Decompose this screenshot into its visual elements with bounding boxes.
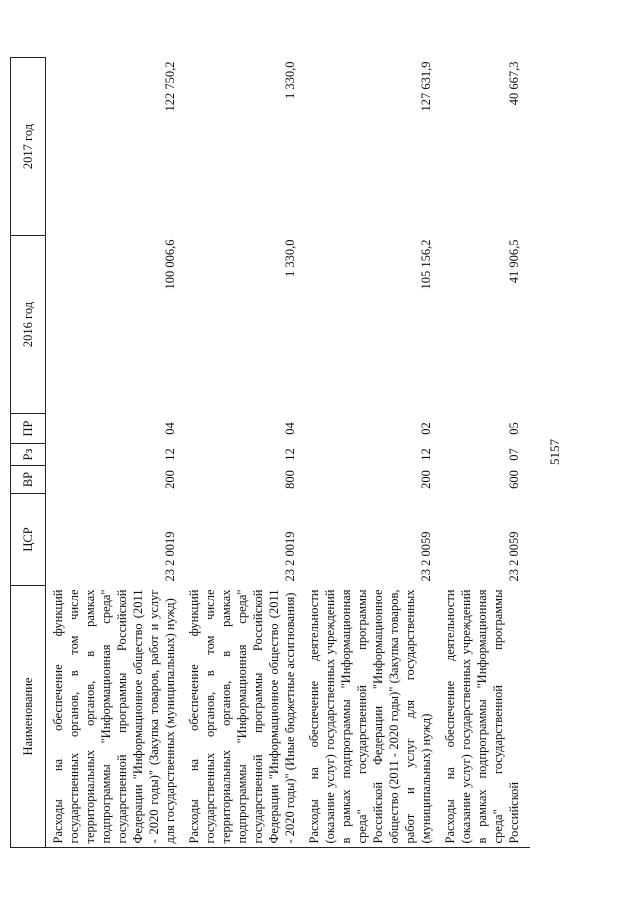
row-rz: 12	[163, 447, 177, 461]
row-pr: 05	[507, 421, 521, 435]
row-name: Расходы на обеспечение деятельности (оказание услуг) государственных учреждений в рамках подпрограммы "Информационная среда" государственной программы Российской Федерации "Информационное общество (2011 - 2020 годы)" (Закупка товаров, работ и услуг для государственных (муниципальных) нужд)	[307, 589, 433, 843]
page-number: 5157	[547, 439, 562, 465]
row-name: Расходы на обеспечение деятельности (оказание услуг) государственных учреждений в рамках подпрограммы "Информационная среда" государственной программы Российской	[443, 589, 521, 843]
rotated-table-container	[10, 58, 530, 848]
header-vr: ВР	[11, 465, 46, 493]
row-csr: 23 2 0019	[283, 531, 297, 581]
row-pr: 04	[283, 421, 297, 435]
header-2016: 2016 год	[11, 235, 46, 413]
budget-table	[10, 57, 526, 848]
table-row	[182, 57, 302, 847]
row-2016: 105 156,2	[419, 239, 433, 289]
row-vr: 200	[163, 469, 177, 489]
header-2017: 2017 год	[11, 57, 46, 235]
table-row	[438, 57, 526, 847]
row-name: Расходы на обеспечение функций государственных органов, в том числе территориальных органов, в рамках подпрограммы "Информационная среда" государственной программы Российской Федерации "Информационное общество (2011 - 2020 годы)" (Закупка товаров, работ и услуг для государственных (муниципальных) нужд)	[51, 589, 177, 843]
row-pr: 04	[163, 421, 177, 435]
row-2017: 122 750,2	[163, 61, 177, 111]
table-row	[302, 57, 438, 847]
row-rz: 12	[419, 447, 433, 461]
header-csr: ЦСР	[11, 493, 46, 585]
row-name: Расходы на обеспечение функций государственных органов, в том числе территориальных органов, в рамках подпрограммы "Информационная среда" государственной программы Российской Федерации "Информационное общество (2011 - 2020 годы)" (Иные бюджетные ассигнования)	[187, 589, 297, 843]
row-rz: 12	[283, 447, 297, 461]
header-pr: ПР	[11, 413, 46, 443]
row-vr: 800	[283, 469, 297, 489]
row-2016: 41 906,5	[507, 239, 521, 283]
header-name: Наименование	[11, 585, 46, 847]
row-rz: 07	[507, 447, 521, 461]
row-2017: 40 667,3	[507, 61, 521, 105]
row-pr: 02	[419, 421, 433, 435]
row-vr: 600	[507, 469, 521, 489]
table-left-rule	[44, 847, 530, 848]
table-row	[46, 57, 183, 847]
row-2016: 1 330,0	[283, 239, 297, 277]
row-2017: 127 631,9	[419, 61, 433, 111]
row-csr: 23 2 0019	[163, 531, 177, 581]
row-csr: 23 2 0059	[507, 531, 521, 581]
row-2017: 1 330,0	[283, 61, 297, 99]
header-rz: Рз	[11, 443, 46, 465]
row-csr: 23 2 0059	[419, 531, 433, 581]
row-2016: 100 006,6	[163, 239, 177, 289]
table-header-row	[11, 57, 46, 847]
row-vr: 200	[419, 469, 433, 489]
